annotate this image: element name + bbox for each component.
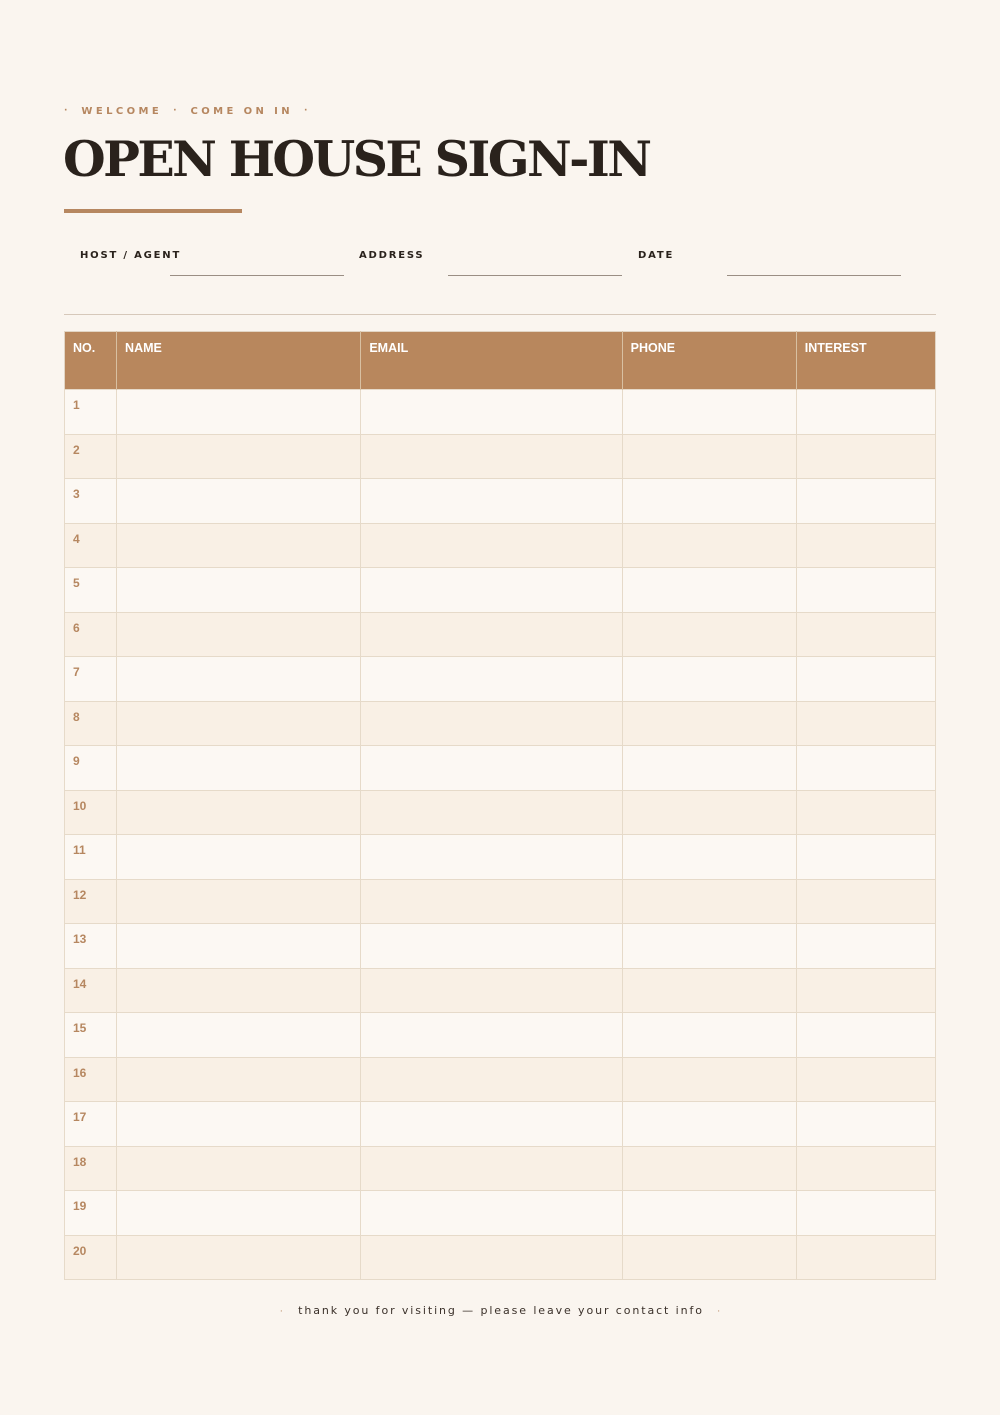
email-cell[interactable]: [361, 1235, 622, 1280]
name-cell[interactable]: [117, 835, 361, 880]
phone-cell[interactable]: [622, 1235, 796, 1280]
table-header-row: [65, 332, 936, 390]
row-number: 6: [65, 612, 117, 657]
name-cell[interactable]: [117, 968, 361, 1013]
interest-cell[interactable]: [796, 835, 935, 880]
column-header-name: NAME: [117, 332, 361, 390]
name-cell[interactable]: [117, 879, 361, 924]
phone-cell[interactable]: [622, 390, 796, 435]
name-cell[interactable]: [117, 1102, 361, 1147]
column-header-interest: INTEREST: [796, 332, 935, 390]
email-cell[interactable]: [361, 790, 622, 835]
row-number: 16: [65, 1057, 117, 1102]
email-cell[interactable]: [361, 434, 622, 479]
table-row: [65, 968, 936, 1013]
table-row: [65, 790, 936, 835]
name-cell[interactable]: [117, 390, 361, 435]
interest-cell[interactable]: [796, 968, 935, 1013]
phone-cell[interactable]: [622, 924, 796, 969]
interest-cell[interactable]: [796, 568, 935, 613]
table-row: [65, 746, 936, 791]
interest-cell[interactable]: [796, 1191, 935, 1236]
table-row: [65, 879, 936, 924]
phone-cell[interactable]: [622, 523, 796, 568]
email-cell[interactable]: [361, 390, 622, 435]
interest-cell[interactable]: [796, 479, 935, 524]
name-cell[interactable]: [117, 1013, 361, 1058]
name-cell[interactable]: [117, 1057, 361, 1102]
interest-cell[interactable]: [796, 1146, 935, 1191]
email-cell[interactable]: [361, 1146, 622, 1191]
title-underline: [64, 209, 242, 213]
column-header-email: EMAIL: [361, 332, 622, 390]
email-cell[interactable]: [361, 1102, 622, 1147]
eyebrow-dot: ·: [64, 106, 68, 116]
table-row: [65, 523, 936, 568]
row-number: 13: [65, 924, 117, 969]
row-number: 9: [65, 746, 117, 791]
interest-cell[interactable]: [796, 879, 935, 924]
interest-cell[interactable]: [796, 1057, 935, 1102]
email-cell[interactable]: [361, 657, 622, 702]
interest-cell[interactable]: [796, 612, 935, 657]
email-cell[interactable]: [361, 612, 622, 657]
phone-cell[interactable]: [622, 612, 796, 657]
name-cell[interactable]: [117, 568, 361, 613]
table-row: [65, 924, 936, 969]
phone-cell[interactable]: [622, 1102, 796, 1147]
row-number: 3: [65, 479, 117, 524]
phone-cell[interactable]: [622, 479, 796, 524]
row-number: 7: [65, 657, 117, 702]
column-header-no: NO.: [65, 332, 117, 390]
email-cell[interactable]: [361, 746, 622, 791]
email-cell[interactable]: [361, 879, 622, 924]
interest-cell[interactable]: [796, 390, 935, 435]
section-divider: [64, 314, 936, 315]
table-row: [65, 1146, 936, 1191]
footer-dot: ·: [279, 1307, 283, 1317]
address-field[interactable]: [448, 275, 622, 276]
email-cell[interactable]: [361, 924, 622, 969]
phone-cell[interactable]: [622, 1191, 796, 1236]
table-row: [65, 1191, 936, 1236]
table-row: [65, 612, 936, 657]
interest-cell[interactable]: [796, 1235, 935, 1280]
host-agent-label: HOST / AGENT: [80, 250, 182, 261]
row-number: 8: [65, 701, 117, 746]
name-cell[interactable]: [117, 1146, 361, 1191]
table-row: [65, 701, 936, 746]
email-cell[interactable]: [361, 968, 622, 1013]
email-cell[interactable]: [361, 835, 622, 880]
row-number: 15: [65, 1013, 117, 1058]
eyebrow-dot: ·: [173, 106, 177, 116]
row-number: 2: [65, 434, 117, 479]
table-row: [65, 390, 936, 435]
table-row: [65, 657, 936, 702]
eyebrow-dot: ·: [304, 106, 308, 116]
interest-cell[interactable]: [796, 523, 935, 568]
phone-cell[interactable]: [622, 835, 796, 880]
row-number: 4: [65, 523, 117, 568]
phone-cell[interactable]: [622, 568, 796, 613]
phone-cell[interactable]: [622, 790, 796, 835]
name-cell[interactable]: [117, 657, 361, 702]
phone-cell[interactable]: [622, 879, 796, 924]
table-row: [65, 479, 936, 524]
email-cell[interactable]: [361, 1057, 622, 1102]
eyebrow-tagline: [64, 104, 307, 118]
phone-cell[interactable]: [622, 434, 796, 479]
table-row: [65, 835, 936, 880]
interest-cell[interactable]: [796, 657, 935, 702]
email-cell[interactable]: [361, 568, 622, 613]
footer-text: thank you for visiting — please leave your contact info: [298, 1304, 704, 1317]
email-cell[interactable]: [361, 523, 622, 568]
name-cell[interactable]: [117, 612, 361, 657]
row-number: 17: [65, 1102, 117, 1147]
interest-cell[interactable]: [796, 434, 935, 479]
phone-cell[interactable]: [622, 657, 796, 702]
interest-cell[interactable]: [796, 1102, 935, 1147]
date-field[interactable]: [727, 275, 901, 276]
name-cell[interactable]: [117, 701, 361, 746]
phone-cell[interactable]: [622, 1057, 796, 1102]
interest-cell[interactable]: [796, 701, 935, 746]
row-number: 12: [65, 879, 117, 924]
email-cell[interactable]: [361, 1013, 622, 1058]
date-label: DATE: [638, 250, 675, 261]
interest-cell[interactable]: [796, 746, 935, 791]
name-cell[interactable]: [117, 523, 361, 568]
table-row: [65, 1013, 936, 1058]
interest-cell[interactable]: [796, 1013, 935, 1058]
row-number: 5: [65, 568, 117, 613]
table-row: [65, 1057, 936, 1102]
row-number: 10: [65, 790, 117, 835]
phone-cell[interactable]: [622, 1146, 796, 1191]
name-cell[interactable]: [117, 479, 361, 524]
eyebrow-come-on-in: COME ON IN: [190, 105, 294, 117]
phone-cell[interactable]: [622, 1013, 796, 1058]
name-cell[interactable]: [117, 746, 361, 791]
row-number: 19: [65, 1191, 117, 1236]
row-number: 20: [65, 1235, 117, 1280]
eyebrow-welcome: WELCOME: [81, 105, 163, 117]
name-cell[interactable]: [117, 924, 361, 969]
footer-dot: ·: [717, 1307, 721, 1317]
email-cell[interactable]: [361, 701, 622, 746]
name-cell[interactable]: [117, 434, 361, 479]
table-row: [65, 568, 936, 613]
column-header-phone: PHONE: [622, 332, 796, 390]
interest-cell[interactable]: [796, 790, 935, 835]
address-label: ADDRESS: [359, 250, 425, 261]
row-number: 11: [65, 835, 117, 880]
phone-cell[interactable]: [622, 701, 796, 746]
interest-cell[interactable]: [796, 924, 935, 969]
name-cell[interactable]: [117, 1191, 361, 1236]
page-title: OPEN HOUSE SIGN-IN: [63, 130, 650, 188]
footer-note: [0, 1304, 1000, 1317]
table-row: [65, 1102, 936, 1147]
phone-cell[interactable]: [622, 746, 796, 791]
email-cell[interactable]: [361, 1191, 622, 1236]
phone-cell[interactable]: [622, 968, 796, 1013]
email-cell[interactable]: [361, 479, 622, 524]
row-number: 18: [65, 1146, 117, 1191]
table-row: [65, 434, 936, 479]
name-cell[interactable]: [117, 1235, 361, 1280]
row-number: 14: [65, 968, 117, 1013]
table-row: [65, 1235, 936, 1280]
name-cell[interactable]: [117, 790, 361, 835]
row-number: 1: [65, 390, 117, 435]
host-agent-field[interactable]: [170, 275, 344, 276]
sign-in-table: [64, 331, 936, 1280]
